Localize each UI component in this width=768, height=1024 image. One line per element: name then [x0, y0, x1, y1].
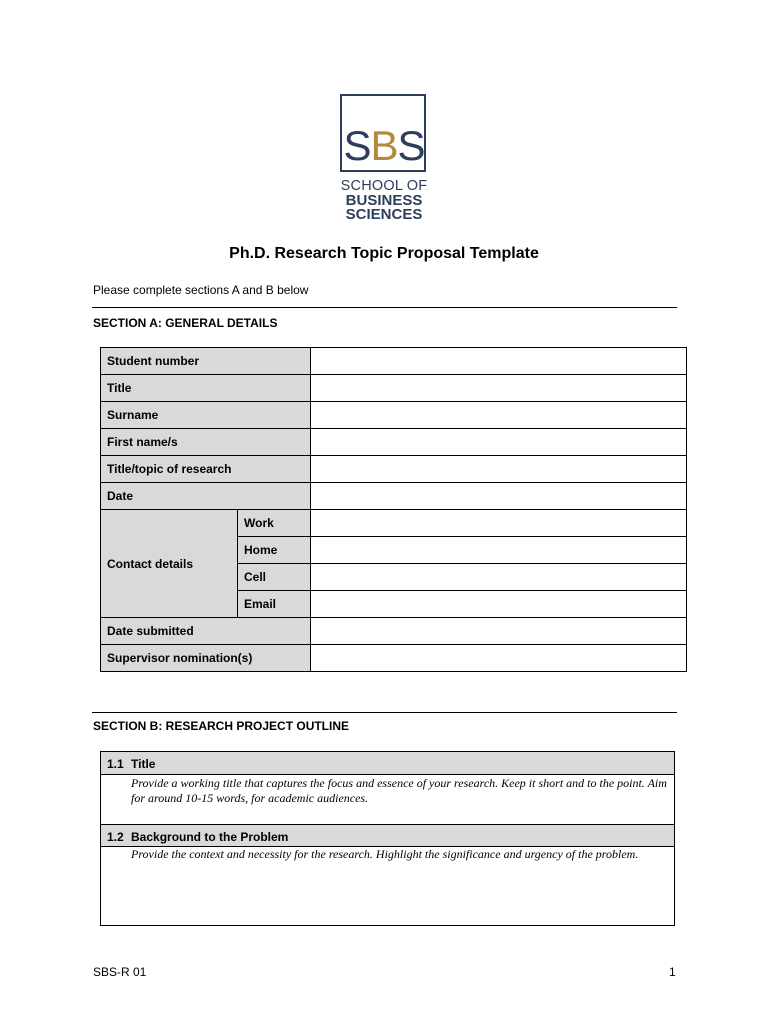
logo-monogram: SBS [343, 122, 425, 169]
table-row [101, 483, 687, 510]
table-row [101, 375, 687, 402]
supervisor-label: Supervisor nomination(s) [101, 645, 311, 672]
table-row [101, 402, 687, 429]
contact-home-field[interactable] [311, 537, 687, 564]
contact-cell-field[interactable] [311, 564, 687, 591]
item-label: Title [131, 757, 156, 771]
section-a-divider [92, 307, 677, 308]
section-b-heading: SECTION B: RESEARCH PROJECT OUTLINE [93, 719, 350, 733]
date-submitted-label: Date submitted [101, 618, 311, 645]
outline-item-header [101, 824, 674, 847]
student-number-label: Student number [101, 348, 311, 375]
table-row [101, 348, 687, 375]
title-label: Title [101, 375, 311, 402]
contact-home-label: Home [238, 537, 311, 564]
section-b-divider [92, 712, 677, 713]
item-label: Background to the Problem [131, 830, 289, 844]
title-field[interactable] [311, 375, 687, 402]
surname-label: Surname [101, 402, 311, 429]
research-title-label: Title/topic of research [101, 456, 311, 483]
contact-cell-label: Cell [238, 564, 311, 591]
item-number: 1.2 [107, 830, 124, 844]
date-field[interactable] [311, 483, 687, 510]
table-row [101, 429, 687, 456]
contact-email-label: Email [238, 591, 311, 618]
section-a-heading: SECTION A: GENERAL DETAILS [93, 316, 278, 330]
sbs-logo [339, 93, 429, 225]
research-title-field[interactable] [311, 456, 687, 483]
logo-line-3: SCIENCES [345, 206, 423, 223]
student-number-field[interactable] [311, 348, 687, 375]
general-details-table [100, 347, 687, 672]
title-description[interactable]: Provide a working title that captures the focus and essence of your research. Keep it short and to the point. Aim for around 10-15 words, for academic audiences. [131, 776, 667, 805]
first-names-label: First name/s [101, 429, 311, 456]
research-outline-box [100, 751, 675, 926]
contact-details-label: Contact details [101, 510, 238, 618]
table-row [101, 618, 687, 645]
contact-work-field[interactable] [311, 510, 687, 537]
logo-line-2: BUSINESS [345, 192, 423, 209]
page-number: 1 [669, 965, 676, 979]
surname-field[interactable] [311, 402, 687, 429]
form-code: SBS-R 01 [93, 965, 147, 979]
table-row [101, 456, 687, 483]
logo-line-1: SCHOOL OF [340, 178, 428, 194]
date-submitted-field[interactable] [311, 618, 687, 645]
table-row [101, 510, 687, 537]
contact-work-label: Work [238, 510, 311, 537]
background-description[interactable]: Provide the context and necessity for the research. Highlight the significance and urgency of the problem. [131, 847, 639, 861]
first-names-field[interactable] [311, 429, 687, 456]
supervisor-field[interactable] [311, 645, 687, 672]
table-row [101, 645, 687, 672]
document-title: Ph.D. Research Topic Proposal Template [229, 245, 539, 262]
date-label: Date [101, 483, 311, 510]
item-number: 1.1 [107, 757, 124, 771]
outline-item-header [101, 752, 674, 775]
instructions-text: Please complete sections A and B below [93, 283, 309, 297]
contact-email-field[interactable] [311, 591, 687, 618]
